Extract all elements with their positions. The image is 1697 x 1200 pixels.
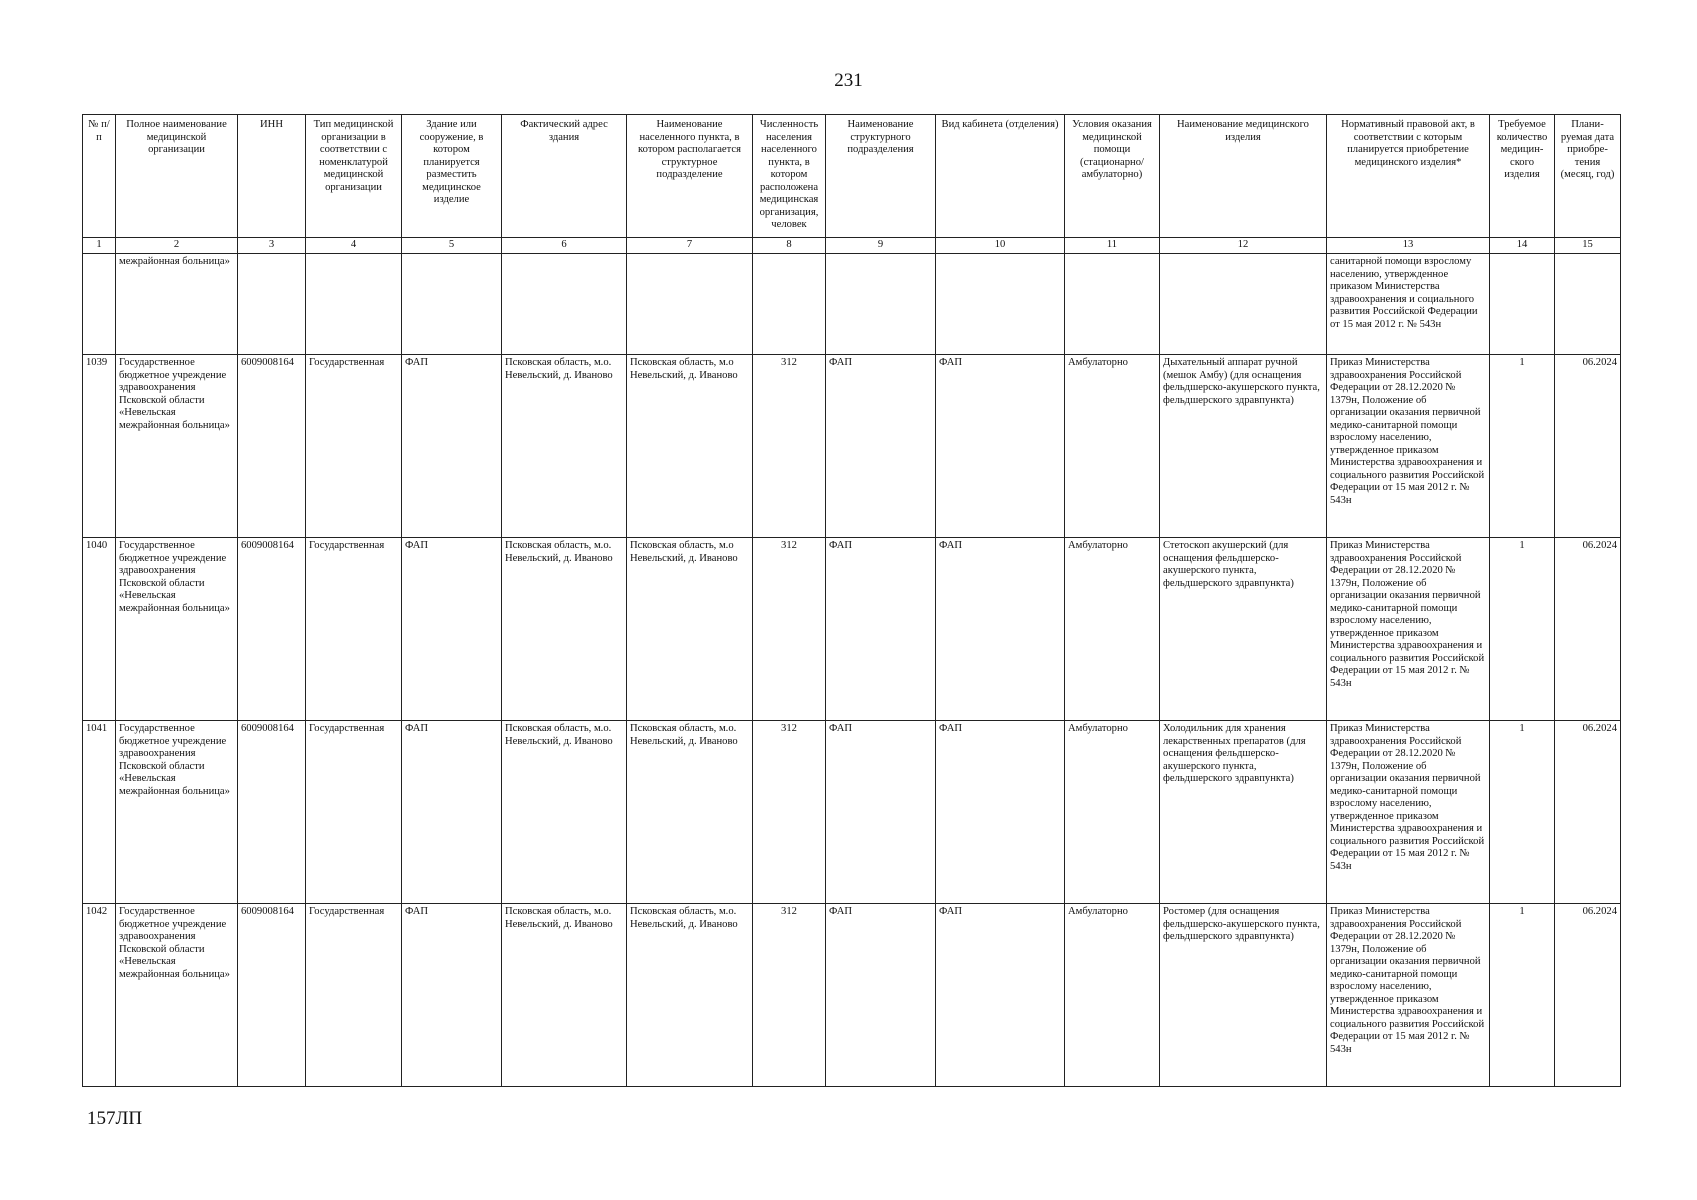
device-cell: Стетоскоп акушерский (для оснащения фельдшерско-акушерского пункта, фельдшерского здравпункта) xyxy=(1160,538,1327,721)
column-header: Наименование медицинского изделия xyxy=(1160,115,1327,238)
column-number: 10 xyxy=(936,238,1065,254)
column-header: Плани-руемая дата приобре-тения (месяц, год) xyxy=(1555,115,1621,238)
org-name-cell: Государственное бюджетное учреждение здравоохранения Псковской области «Невельская межрайонная больница» xyxy=(116,904,238,1087)
population-cell: 312 xyxy=(753,904,826,1087)
settlement-cell: Псковская область, м.о. Невельский, д. Иваново xyxy=(627,721,753,904)
org-type-cell: Государственная xyxy=(306,721,402,904)
unit-cell: ФАП xyxy=(826,904,936,1087)
conditions-cell: Амбулаторно xyxy=(1065,904,1160,1087)
quantity-cell: 1 xyxy=(1490,904,1555,1087)
conditions-cell: Амбулаторно xyxy=(1065,721,1160,904)
inn-cell: 6009008164 xyxy=(238,538,306,721)
date-cell: 06.2024 xyxy=(1555,538,1621,721)
table-header-row xyxy=(83,115,1621,238)
inn-cell: 6009008164 xyxy=(238,904,306,1087)
org-type-cell: Государственная xyxy=(306,355,402,538)
building-cell: ФАП xyxy=(402,904,502,1087)
room-type-cell: ФАП xyxy=(936,538,1065,721)
footer-code: 157ЛП xyxy=(87,1108,143,1129)
equipment-table xyxy=(82,114,1621,1087)
column-number: 9 xyxy=(826,238,936,254)
device-cell: Дыхательный аппарат ручной (мешок Амбу) (для оснащения фельдшерско-акушерского пункта, фельдшерского здравпункта) xyxy=(1160,355,1327,538)
column-header: Условия оказания медицинской помощи (стационарно/ амбулаторно) xyxy=(1065,115,1160,238)
date-cell: 06.2024 xyxy=(1555,904,1621,1087)
legal-act-cell: санитарной помощи взрослому населению, утвержденное приказом Министерства здравоохранения и социального развития Российской Федерации от 15 мая 2012 г. № 543н xyxy=(1327,254,1490,355)
column-header: Требуемое количество медицин-ского изделия xyxy=(1490,115,1555,238)
population-cell: 312 xyxy=(753,355,826,538)
row-number-cell: 1039 xyxy=(83,355,116,538)
column-header: Здание или сооружение, в котором планируется разместить медицинское изделие xyxy=(402,115,502,238)
column-number: 6 xyxy=(502,238,627,254)
building-cell: ФАП xyxy=(402,355,502,538)
row-number-cell: 1042 xyxy=(83,904,116,1087)
device-cell: Холодильник для хранения лекарственных препаратов (для оснащения фельдшерско-акушерского пункта, фельдшерского здравпункта) xyxy=(1160,721,1327,904)
column-header: Вид кабинета (отделения) xyxy=(936,115,1065,238)
column-number: 13 xyxy=(1327,238,1490,254)
unit-cell: ФАП xyxy=(826,538,936,721)
column-header: № п/п xyxy=(83,115,116,238)
device-cell: Ростомер (для оснащения фельдшерско-акушерского пункта, фельдшерского здравпункта) xyxy=(1160,904,1327,1087)
building-cell: ФАП xyxy=(402,538,502,721)
continuation-row xyxy=(83,254,1621,355)
room-type-cell: ФАП xyxy=(936,355,1065,538)
column-number: 1 xyxy=(83,238,116,254)
column-number: 8 xyxy=(753,238,826,254)
column-number: 11 xyxy=(1065,238,1160,254)
address-cell: Псковская область, м.о. Невельский, д. Иваново xyxy=(502,538,627,721)
inn-cell: 6009008164 xyxy=(238,355,306,538)
building-cell: ФАП xyxy=(402,721,502,904)
quantity-cell: 1 xyxy=(1490,721,1555,904)
address-cell: Псковская область, м.о. Невельский, д. Иваново xyxy=(502,721,627,904)
room-type-cell: ФАП xyxy=(936,721,1065,904)
row-number-cell: 1040 xyxy=(83,538,116,721)
org-name-cell: Государственное бюджетное учреждение здравоохранения Псковской области «Невельская межрайонная больница» xyxy=(116,355,238,538)
legal-act-cell: Приказ Министерства здравоохранения Российской Федерации от 28.12.2020 № 1379н, Положение об организации оказания первичной медико-санитарной помощи взрослому населению, утвержденное приказом Министерства здравоохранения и социального развития Российской Федерации от 15 мая 2012 г. № 543н xyxy=(1327,721,1490,904)
table-row xyxy=(83,355,1621,538)
conditions-cell: Амбулаторно xyxy=(1065,355,1160,538)
unit-cell: ФАП xyxy=(826,721,936,904)
column-number: 4 xyxy=(306,238,402,254)
legal-act-cell: Приказ Министерства здравоохранения Российской Федерации от 28.12.2020 № 1379н, Положение об организации оказания первичной медико-санитарной помощи взрослому населению, утвержденное приказом Министерства здравоохранения и социального развития Российской Федерации от 15 мая 2012 г. № 543н xyxy=(1327,355,1490,538)
address-cell: Псковская область, м.о. Невельский, д. Иваново xyxy=(502,355,627,538)
column-number: 3 xyxy=(238,238,306,254)
column-header: Наименование структурного подразделения xyxy=(826,115,936,238)
org-type-cell: Государственная xyxy=(306,538,402,721)
column-header: Тип медицинской организации в соответствии с номенклатурой медицинской организации xyxy=(306,115,402,238)
column-number: 14 xyxy=(1490,238,1555,254)
population-cell: 312 xyxy=(753,538,826,721)
column-number: 7 xyxy=(627,238,753,254)
date-cell: 06.2024 xyxy=(1555,721,1621,904)
legal-act-cell: Приказ Министерства здравоохранения Российской Федерации от 28.12.2020 № 1379н, Положение об организации оказания первичной медико-санитарной помощи взрослому населению, утвержденное приказом Министерства здравоохранения и социального развития Российской Федерации от 15 мая 2012 г. № 543н xyxy=(1327,538,1490,721)
org-name-cell: Государственное бюджетное учреждение здравоохранения Псковской области «Невельская межрайонная больница» xyxy=(116,721,238,904)
column-number: 5 xyxy=(402,238,502,254)
population-cell: 312 xyxy=(753,721,826,904)
quantity-cell: 1 xyxy=(1490,538,1555,721)
settlement-cell: Псковская область, м.о. Невельский, д. Иваново xyxy=(627,904,753,1087)
settlement-cell: Псковская область, м.о Невельский, д. Иваново xyxy=(627,538,753,721)
column-header: Численность населения населенного пункта, в котором расположена медицинская организация, человек xyxy=(753,115,826,238)
settlement-cell: Псковская область, м.о Невельский, д. Иваново xyxy=(627,355,753,538)
row-number-cell: 1041 xyxy=(83,721,116,904)
unit-cell: ФАП xyxy=(826,355,936,538)
org-name-cell: Государственное бюджетное учреждение здравоохранения Псковской области «Невельская межрайонная больница» xyxy=(116,538,238,721)
column-header: Полное наименование медицинской организации xyxy=(116,115,238,238)
column-numbers-row xyxy=(83,238,1621,254)
org-type-cell: Государственная xyxy=(306,904,402,1087)
page-number: 231 xyxy=(834,70,863,91)
address-cell: Псковская область, м.о. Невельский, д. Иваново xyxy=(502,904,627,1087)
date-cell: 06.2024 xyxy=(1555,355,1621,538)
table-row xyxy=(83,721,1621,904)
org-name-cell: межрайонная больница» xyxy=(116,254,238,355)
column-number: 2 xyxy=(116,238,238,254)
table-row xyxy=(83,904,1621,1087)
column-number: 12 xyxy=(1160,238,1327,254)
column-header: Нормативный правовой акт, в соответствии с которым планируется приобретение медицинского изделия* xyxy=(1327,115,1490,238)
column-header: Фактический адрес здания xyxy=(502,115,627,238)
legal-act-cell: Приказ Министерства здравоохранения Российской Федерации от 28.12.2020 № 1379н, Положение об организации оказания первичной медико-санитарной помощи взрослому населению, утвержденное приказом Министерства здравоохранения и социального развития Российской Федерации от 15 мая 2012 г. № 543н xyxy=(1327,904,1490,1087)
inn-cell: 6009008164 xyxy=(238,721,306,904)
column-header: Наименование населенного пункта, в котором располагается структурное подразделение xyxy=(627,115,753,238)
conditions-cell: Амбулаторно xyxy=(1065,538,1160,721)
column-header: ИНН xyxy=(238,115,306,238)
quantity-cell: 1 xyxy=(1490,355,1555,538)
room-type-cell: ФАП xyxy=(936,904,1065,1087)
table-row xyxy=(83,538,1621,721)
column-number: 15 xyxy=(1555,238,1621,254)
